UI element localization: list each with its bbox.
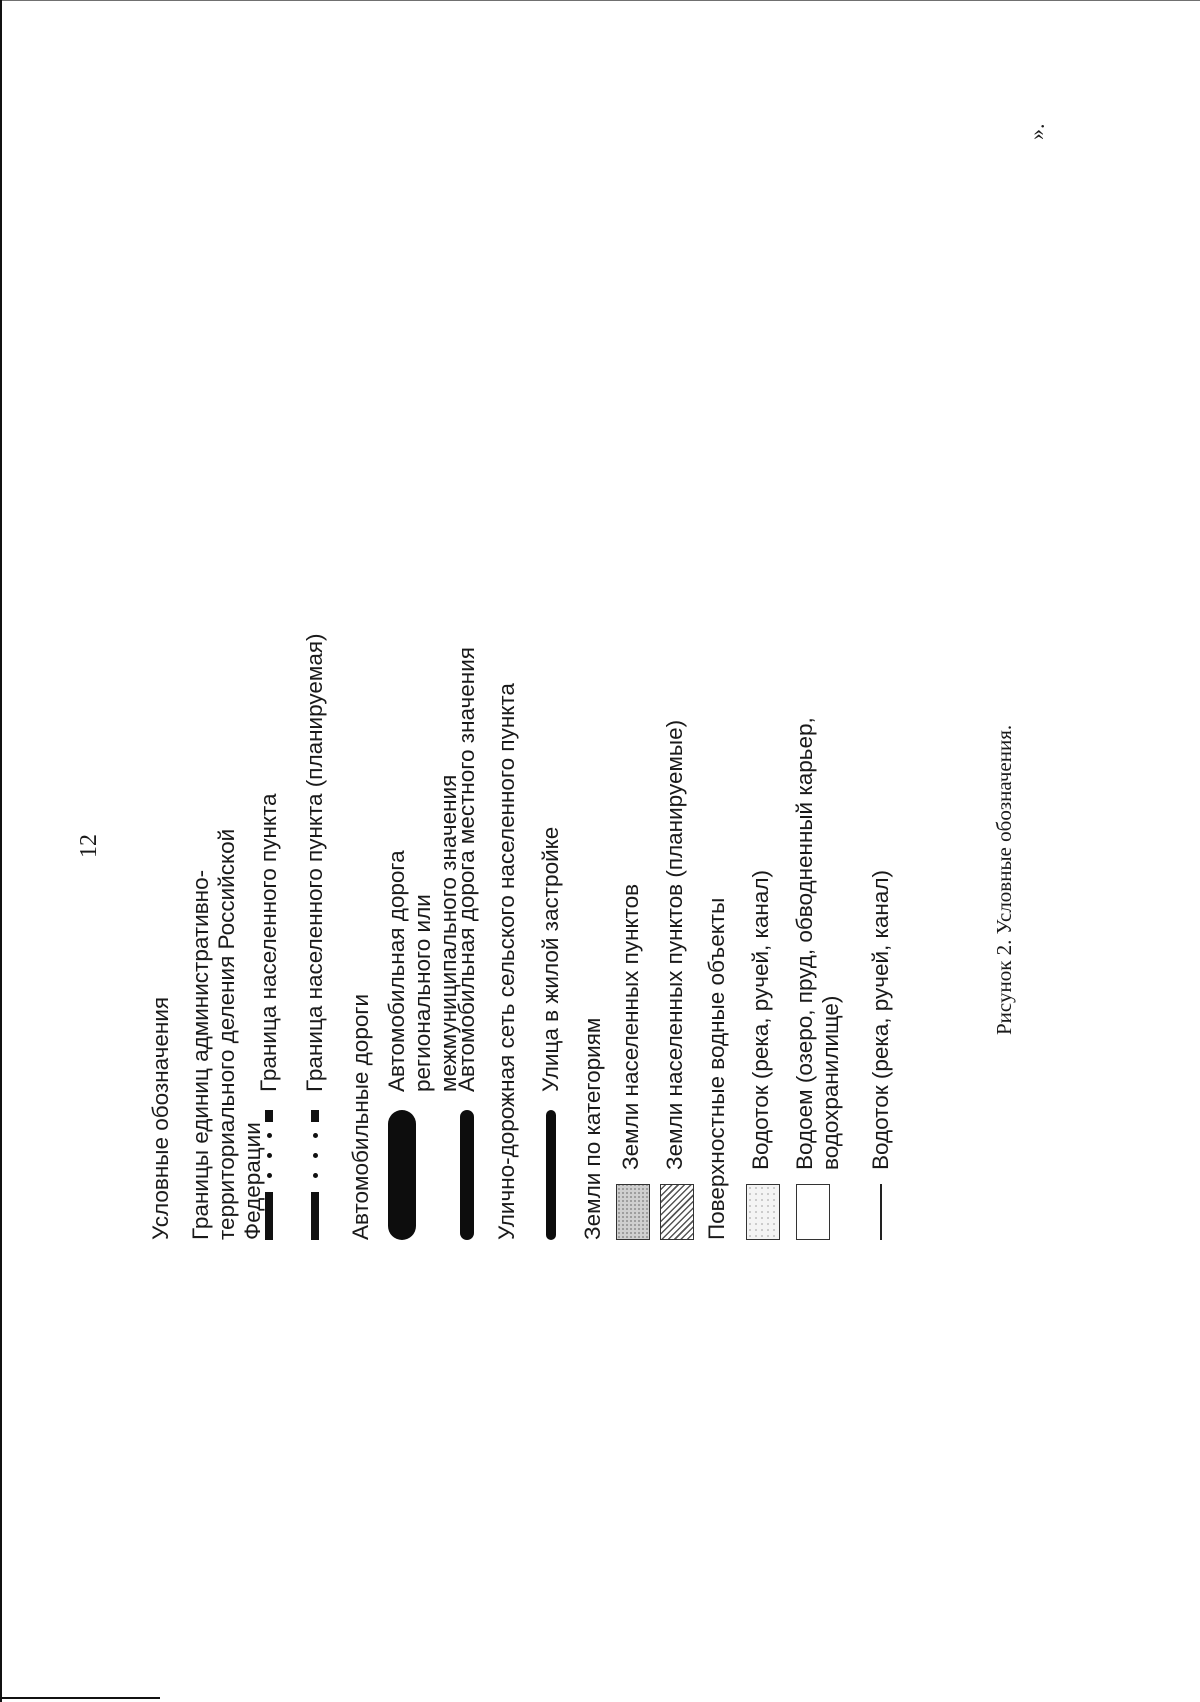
road-regional-label: Автомобильная дорога регионального или межмуниципального значения (384, 774, 461, 1092)
dash-dot-line-icon (262, 1110, 276, 1240)
watercourse-line-label: Водоток (река, ручей, канал) (868, 870, 893, 1170)
water-area-icon (796, 1184, 830, 1240)
street-label: Улица в жилой застройке (538, 826, 563, 1092)
boundary-planned-label: Граница населенного пункта (планируемая) (302, 633, 327, 1092)
legend (148, 130, 968, 1240)
lands-settlements-label: Земли населенных пунктов (618, 883, 643, 1170)
street-icon (546, 1110, 556, 1240)
street-header: Улично-дорожная сеть сельского населенного пункта (494, 683, 519, 1240)
corner-mark: ». (1024, 123, 1049, 140)
roads-header: Автомобильные дороги (348, 993, 373, 1240)
waterbody-label: Водоем (озеро, пруд, обводненный карьер, водохранилище) (792, 717, 843, 1170)
road-regional-icon (388, 1110, 416, 1240)
boundary-settlement-label: Граница населенного пункта (256, 793, 281, 1092)
watercourse-label: Водоток (река, ручей, канал) (748, 870, 773, 1170)
hatched-area-icon (660, 1184, 694, 1240)
watercourse-area-icon (746, 1184, 780, 1240)
figure-caption: Рисунок 2. Условные обозначения. (992, 724, 1016, 1035)
lands-header: Земли по категориям (580, 1017, 605, 1240)
road-local-label: Автомобильная дорога местного значения (454, 647, 479, 1092)
water-header: Поверхностные водные объекты (704, 897, 729, 1240)
watercourse-line-icon (880, 1184, 882, 1240)
legend-title: Условные обозначения (148, 996, 173, 1240)
road-local-icon (460, 1110, 474, 1240)
scan-edge-left (0, 0, 2, 1702)
admin-header: Границы единиц административно-территориального деления Российской Федерации (188, 828, 265, 1240)
page-number: 12 (76, 834, 102, 858)
scan-edge-bottom (0, 1697, 160, 1699)
scan-edge-top (0, 0, 1200, 1)
dash-dot-line-icon (308, 1110, 322, 1240)
lands-settlements-icon (616, 1184, 650, 1240)
lands-planned-label: Земли населенных пунктов (планируемые) (662, 719, 687, 1170)
